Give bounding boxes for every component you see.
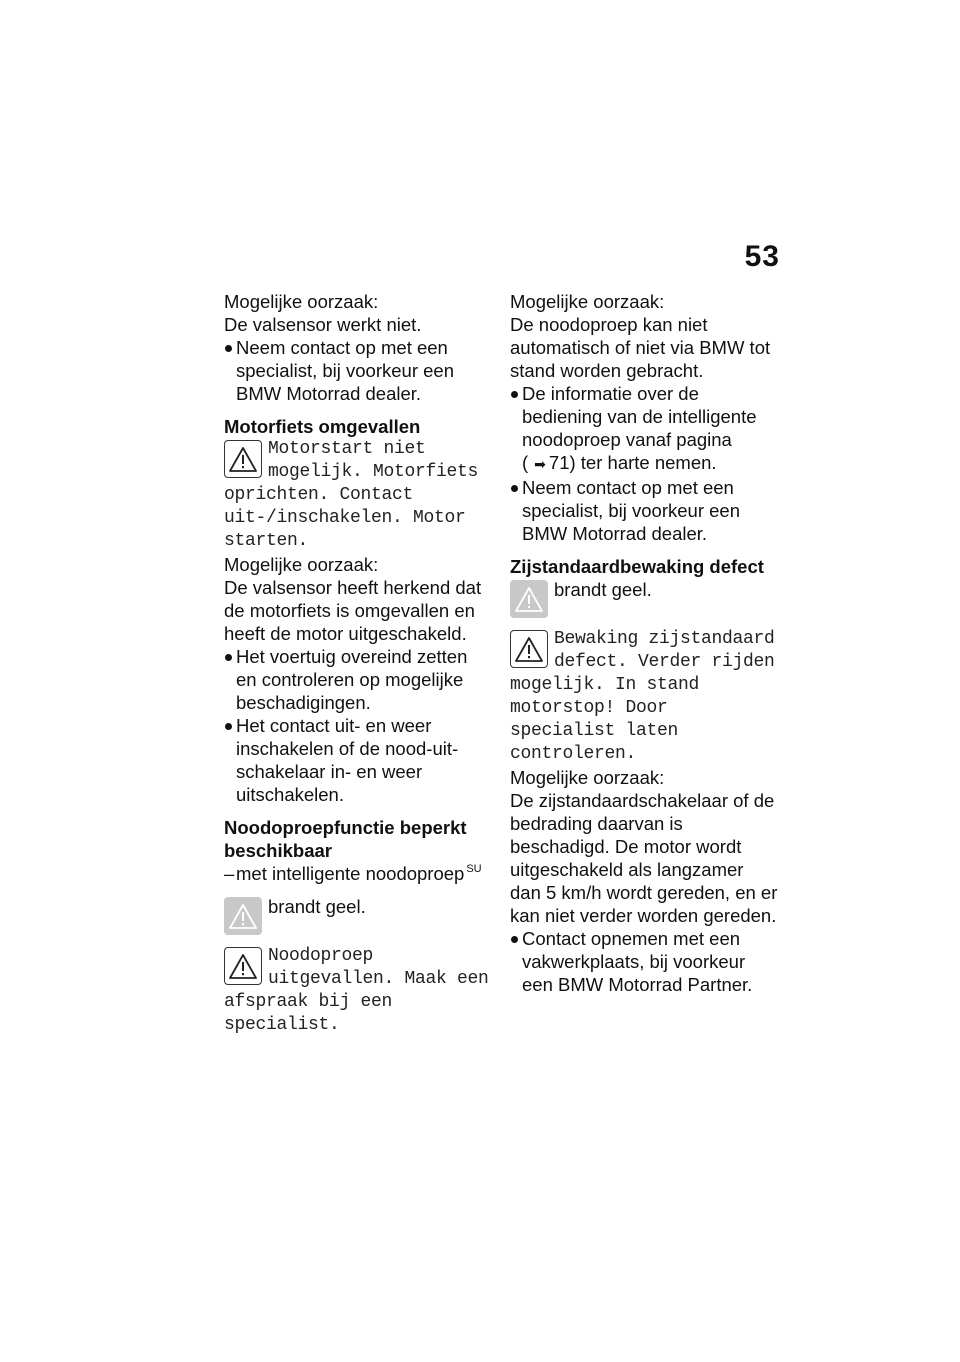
left-column [224,290,492,1037]
action-list [510,382,778,545]
cause-label: Mogelijke oorzaak: [510,767,665,788]
section-heading-zijstandaardbewaking: Zijstandaardbewaking defect [510,556,764,577]
cause-text: De valsensor werkt niet. [224,314,422,335]
cause-text: De valsensor heeft herkend dat de motorfiets is omgevallen en heeft de motor uitgeschakeld. [224,577,482,644]
warning-triangle-icon [224,440,262,478]
list-item: Het contact uit- en weer inschakelen of de nood-uit-schakelaar in- en weer uitschakelen. [224,714,492,806]
dash-list [224,862,492,885]
cause-text: De zijstandaardschakelaar of de bedrading daarvan is beschadigd. De motor wordt uitgeschakeld als langzamer dan 5 km/h wordt gereden, en er kan niet verder worden gereden. [510,790,778,926]
lamp-text: brandt geel. [554,579,652,600]
right-column [510,290,778,996]
su-superscript: SU [466,863,482,875]
list-item: Het voertuig overeind zetten en controleren op mogelijke beschadigingen. [224,645,492,714]
action-list [224,336,492,405]
warning-lamp [224,895,492,935]
warning-triangle-icon [224,897,262,935]
cause-label: Mogelijke oorzaak: [224,291,379,312]
section-heading-motorfiets-omgevallen: Motorfiets omgevallen [224,416,421,437]
lamp-text: brandt geel. [268,896,366,917]
warning-triangle-icon [224,947,262,985]
action-list [510,927,778,996]
display-message [510,628,778,766]
list-item: De informatie over de bediening van de intelligente noodoproep vanaf pagina ( ➡ 71) ter harte nemen. [510,382,778,476]
warning-triangle-icon [510,630,548,668]
action-list [224,645,492,806]
cause-label: Mogelijke oorzaak: [224,554,379,575]
cause-text: De noodoproep kan niet automatisch of niet via BMW tot stand worden gebracht. [510,314,771,381]
list-item: Contact opnemen met een vakwerkplaats, bij voorkeur een BMW Motorrad Partner. [510,927,778,996]
list-item: Neem contact op met een specialist, bij voorkeur een BMW Motorrad dealer. [224,336,492,405]
list-item: – met intelligente noodoproep $^{SU}$ [224,862,492,885]
page-number: 53 [744,240,780,273]
list-item: Neem contact op met een specialist, bij voorkeur een BMW Motorrad dealer. [510,476,778,545]
display-message [224,438,492,553]
display-message [224,945,492,1037]
warning-lamp [510,578,778,618]
display-text: Noodoproep uitgevallen. Maak een afspraak bij een specialist. [224,946,489,1035]
warning-triangle-icon [510,580,548,618]
display-text: Motorstart niet mogelijk. Motorfiets oprichten. Contact uit-/inschakelen. Motor starten. [224,439,479,551]
page-reference[interactable]: 71) [548,452,576,473]
section-heading-noodoproepfunctie: Noodoproepfunctie beperkt beschikbaar [224,817,467,861]
arrow-right-icon: ➡ [534,456,546,472]
cause-label: Mogelijke oorzaak: [510,291,665,312]
display-text: Bewaking zijstandaard defect. Verder rijden mogelijk. In stand motorstop! Door specialist laten controleren. [510,629,775,764]
